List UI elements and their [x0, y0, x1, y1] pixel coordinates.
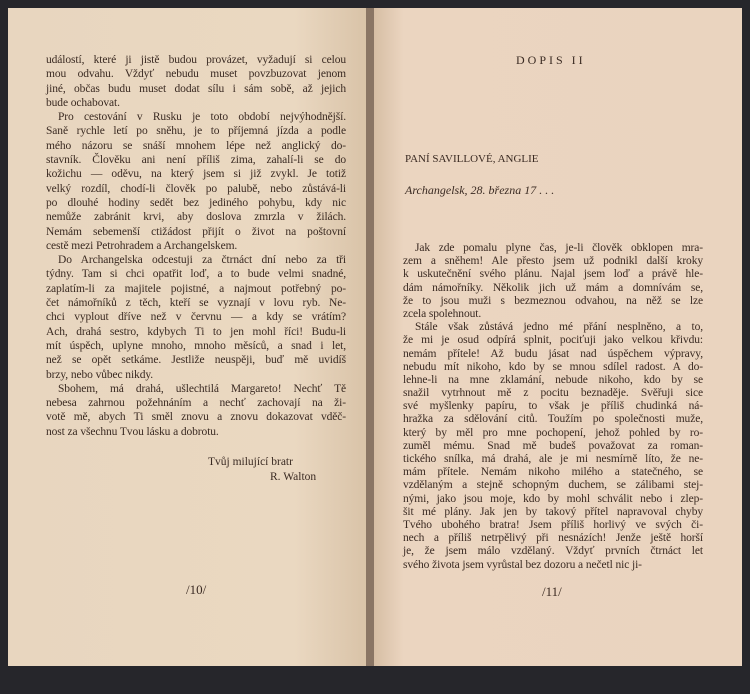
text-line: Jak zde pomalu plyne čas, je-li člověk obklopen mra-: [415, 242, 703, 254]
text-line: mít úspěch, uplyne mnoho, mnoho měsíců, a snad i let,: [46, 339, 346, 352]
signature: R. Walton: [270, 471, 317, 483]
text-line: jiné, občas budu muset dodat sílu i sám sobě, až jejich: [46, 82, 346, 95]
text-line: snažil vytrhnout mě z pocitu beznaděje. Svěřuji sice: [403, 387, 703, 400]
text-line: velký rozdíl, chodí-li člověk po palubě, nebo zůstává-li: [46, 182, 346, 195]
page-number-left: /10/: [186, 582, 207, 597]
text-line: hražka za sdělování citů. Toužím po společnosti muže,: [403, 413, 703, 426]
chapter-heading: DOPIS II: [516, 53, 586, 67]
text-line: zem a sněhem! Ale přesto jsem už podnikl další kroky: [403, 255, 703, 268]
book-spine: [366, 8, 374, 666]
text-line: Pro cestování v Rusku je toto období nejvýhodnější.: [58, 111, 346, 124]
text-line: cestě mezi Petrohradem a Archangelskem.: [46, 239, 238, 252]
text-line: že mi je osud odpírá splnit, pociťuji jako velkou křivdu:: [403, 334, 703, 347]
text-line: mého názoru se snáší mnohem lépe než anglický do-: [46, 139, 346, 152]
text-line: Nemám sebemenší ctižádost přijít o život na poštovní: [46, 225, 346, 238]
text-line: nými, jako jsou moje, kdo by mohl schválit nebo i zlep-: [403, 492, 703, 505]
text-line: Sbohem, má drahá, ušlechtilá Margareto! Nechť Tě: [58, 382, 346, 395]
dateline: Archangelsk, 28. března 17 . . .: [405, 183, 555, 197]
addressee: PANÍ SAVILLOVÉ, ANGLIE: [405, 153, 539, 165]
text-line: čet námořníků z těch, kteří se vyznají v lovu ryb. Ne-: [46, 297, 346, 310]
page-number-right: /11/: [542, 584, 562, 599]
text-line: Stále však zůstává jedno mé přání nesplněno, a to,: [415, 321, 703, 334]
text-line: brzy, nebo vůbec nikdy.: [46, 368, 154, 381]
closing: Tvůj milující bratr: [208, 456, 293, 468]
text-line: stavník. Člověku ani není příliš zima, zahalí-li se do: [46, 154, 346, 167]
text-line: který by měl pro mne pochopení, jehož pohled by ro-: [403, 426, 703, 439]
text-line: vzdělaným a stejně schopným duchem, se zálibami stej-: [403, 479, 703, 492]
text-line: nebesa zahrnou požehnáním a nechť zachovají na ži-: [46, 397, 346, 410]
text-line: votě mě, abych Ti směl znovu a znovu dokazovat vděč-: [46, 411, 346, 424]
text-line: nemám přítele! Až budu jásat nad úspěchem výpravy,: [403, 347, 703, 360]
text-line: šit mé plány. Jak jen by takový přítel napravoval chyby: [403, 505, 703, 518]
text-line: kožichu — oděvu, na který jsem si již zvykl. Je totiž: [46, 168, 346, 181]
right-page: [374, 8, 742, 666]
text-line: lehne-li na mne zklamání, nebude nikoho, kdo by se: [403, 373, 703, 386]
text-line: své myšlenky papíru, to však je příliš chudinká ná-: [403, 400, 703, 413]
text-line: svého života jsem vyrůstal bez dozoru a nečetl nic ji-: [403, 558, 642, 571]
left-page: [8, 8, 366, 666]
text-line: mou odvahu. Vždyť nebudu muset povzbuzovat jenom: [46, 68, 346, 81]
text-line: nost za všechnu Tvou lásku a dobrotu.: [46, 425, 219, 438]
text-line: bude ochabovat.: [46, 96, 120, 109]
text-line: než se opět setkáme. Jestliže neuspěji, buď mě uvidíš: [46, 354, 346, 367]
text-line: Ach, drahá sestro, kdybych Ti to jen mohl říci! Budu-li: [46, 325, 346, 338]
text-line: tického snílka, má drahá, ale je mi nesmírně líto, že ne-: [403, 453, 703, 465]
text-line: Saně rychle letí po sněhu, je to příjemná jízda a podle: [46, 125, 346, 138]
text-line: mám přítele. Nemám nikoho milého a statečného, se: [403, 466, 703, 479]
text-line: nech a příliš netrpělivý při nesnázích! Jenže ještě horší: [403, 532, 703, 545]
text-line: po dlouhé hodiny sedět bez jediného pohybu, kdy nic: [46, 196, 346, 209]
right-page-body: [403, 242, 703, 572]
left-page-body: [46, 53, 346, 439]
text-line: Tvého ubohého bratra! Jsem příliš horlivý ve svých či-: [403, 518, 703, 531]
text-line: že to jsou muži s bezmeznou odvahou, na něž se lze: [403, 294, 703, 307]
text-line: Do Archangelska odcestuji za čtrnáct dní nebo za tři: [58, 254, 346, 267]
text-line: k uskutečnění svého plánu. Najal jsem loď a právě hle-: [403, 268, 703, 281]
text-line: zcela spolehnout.: [403, 307, 482, 320]
text-line: dám námořníky. Několik jich už mám a domnívám se,: [403, 281, 703, 294]
text-line: chci vyplout dříve než v červnu — a kdy se vrátím?: [46, 311, 346, 324]
text-line: zaplatím-li za majitele pojistné, a najmout potřebný po-: [46, 282, 346, 295]
text-line: událostí, které ji jistě budou provázet, vyžadují si celou: [46, 54, 346, 66]
text-line: je, že jsem málo vzdělaný. Vždyť prvních čtrnáct let: [403, 545, 703, 558]
text-line: zuměl mému. Snad mě budeš považovat za roman-: [403, 439, 703, 452]
text-line: nemůže zabránit krvi, aby doslova zmrzla v žilách.: [46, 211, 346, 224]
text-line: týdny. Tam si chci opatřit loď, a to bude velmi snadné,: [46, 268, 346, 281]
text-line: nebudu mít nikoho, kdo by se mnou sdílel radost. A do-: [403, 360, 703, 373]
